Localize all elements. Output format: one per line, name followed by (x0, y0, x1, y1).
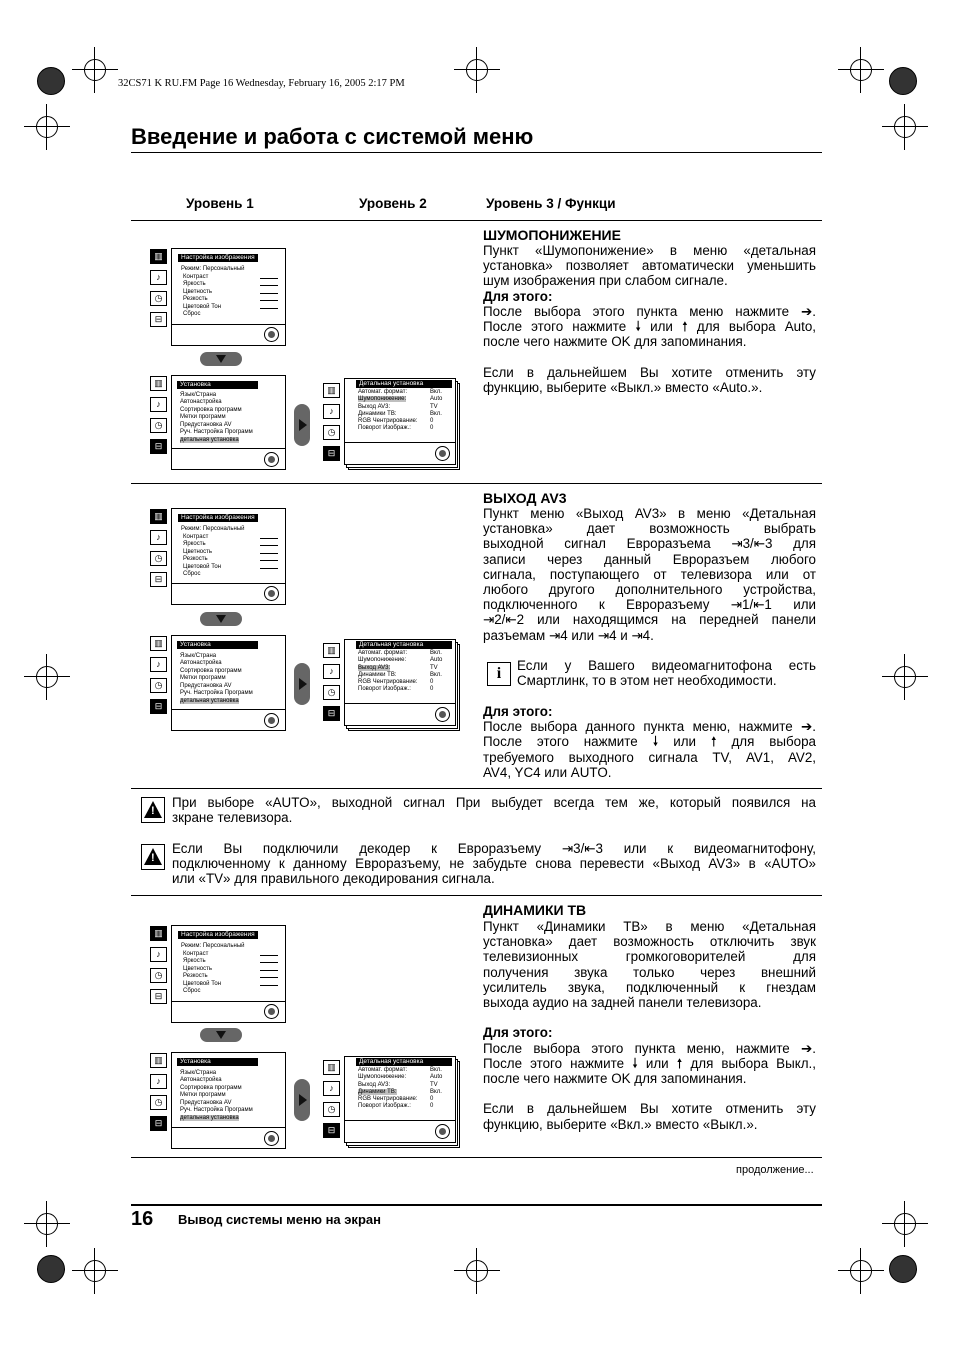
detailed-setup-item (180, 437, 239, 444)
detail-setup-title: Детальная установка (356, 380, 452, 388)
auto-format-item: Автомат. формат: (358, 1067, 408, 1073)
howto-label: Для этого: (483, 704, 553, 719)
rgb-centering-value: 0 (430, 418, 434, 424)
tv-speakers-heading: ДИНАМИКИ ТВ (483, 902, 587, 918)
sound-menu-icon: ♪ (323, 1081, 340, 1096)
picture-rotation-value: 0 (430, 425, 434, 431)
slider (260, 553, 278, 554)
picture-menu-icon: ▥ (150, 249, 167, 264)
sound-menu-icon: ♪ (323, 664, 340, 679)
timer-menu-icon: ◷ (150, 678, 167, 693)
reset-item: Сброс (183, 988, 201, 994)
slider (260, 308, 278, 309)
picture-rotation-item: Поворот Изображ.: (358, 1103, 411, 1109)
program-labels-item: Метки программ (180, 1092, 226, 1098)
down-arrow-pad-icon (200, 612, 242, 626)
picture-menu-icon: ▥ (150, 376, 167, 391)
text-line: шум изображения при слабом сигнале. (483, 273, 728, 289)
detail-setup-title: Детальная установка (356, 1058, 452, 1066)
text-line: требуемого выходного сигнала TV, AV1, AV2, (483, 749, 816, 765)
timer-menu-icon: ◷ (150, 551, 167, 566)
menu-icon-column (323, 1060, 339, 1144)
hue-item: Цветовой Тон (183, 564, 222, 570)
language-item: Язык/Страна (180, 1070, 217, 1076)
picture-settings-title: Настройка изображения (178, 514, 258, 522)
detailed-setup-label: детальная установка (180, 1115, 239, 1121)
av3-output-value: TV (430, 665, 438, 671)
detail-setup-box (344, 378, 456, 465)
registration-mark (32, 662, 62, 692)
av3-output-value: TV (430, 404, 438, 410)
timer-menu-icon: ◷ (150, 291, 167, 306)
footer-rule (131, 1204, 822, 1206)
text-line: установка» дает возможность выбрать (483, 521, 816, 537)
text-line: усилитель звука, подключенный к гнездам (483, 979, 816, 995)
header-rule (131, 220, 822, 221)
noise-reduction-value: Auto (430, 396, 443, 402)
section-rule (131, 788, 822, 789)
picture-rotation-value: 0 (430, 686, 434, 692)
setup-menu-icon: ⊟ (323, 1123, 340, 1138)
down-arrow-pad-icon (200, 352, 242, 366)
text-line: ⇥2/⇤2 или находящимся на передней панели (483, 612, 816, 628)
hue-item: Цветовой Тон (183, 981, 222, 987)
level-3-label: Уровень 3 / Функци (486, 196, 616, 211)
text-line: Пункт меню «Выход AV3» в меню «Детальная (483, 506, 816, 521)
right-arrow-pad-icon (294, 663, 310, 705)
timer-menu-icon: ◷ (323, 425, 340, 440)
setup-title: Установка (177, 1058, 258, 1066)
text-line: При выборе «AUTO», выходной сигнал При выбудет всегда тем же, который появился на (172, 795, 816, 810)
setup-menu-icon: ⊟ (150, 989, 167, 1004)
setup-title: Установка (177, 641, 258, 649)
section-rule (131, 483, 822, 484)
text-line: После выбора этого пункта меню, нажмите ➔. (483, 1040, 816, 1056)
detail-setup-box (344, 1056, 456, 1143)
howto-label: Для этого: (483, 1025, 553, 1041)
picture-rotation-item: Поворот Изображ.: (358, 686, 411, 692)
noise-reduction-value: Auto (430, 657, 443, 663)
text-line: после чего нажмите OK для запоминания. (483, 334, 747, 350)
slider (260, 278, 278, 279)
howto-label: Для этого: (483, 288, 553, 304)
timer-menu-icon: ◷ (150, 968, 167, 983)
tv-speakers-label: Динамики ТВ: (358, 1089, 397, 1095)
noise-reduction-text (483, 243, 816, 395)
picture-menu-icon: ▥ (323, 643, 340, 658)
warning-text-1 (172, 795, 816, 825)
setup-box (171, 635, 286, 731)
av3-output-heading: ВЫХОД AV3 (483, 490, 567, 506)
box-divider (345, 442, 455, 443)
setup-menu-icon: ⊟ (150, 572, 167, 587)
registration-mark-dark (37, 67, 65, 95)
warning-icon (141, 797, 165, 823)
text-line: Если в дальнейшем Вы хотите отменить эту (483, 1101, 816, 1117)
text-line: разъемам ⇥4 или ⇥4 и ⇥4. (483, 627, 654, 643)
picture-settings-title: Настройка изображения (178, 254, 258, 262)
text-line: телевизионных громкоговорителей для (483, 949, 816, 965)
menu-icon-column (150, 249, 166, 333)
picture-settings-box (171, 248, 286, 346)
sound-menu-icon: ♪ (150, 270, 167, 285)
menu-icon-column (150, 636, 166, 720)
detailed-setup-item (180, 1115, 239, 1122)
noise-reduction-label: Шумопонижение: (358, 396, 407, 402)
picture-mode-item: Режим: Персональный (181, 526, 245, 532)
file-header: 32CS71 K RU.FM Page 16 Wednesday, February 16, 2005 2:17 PM (118, 78, 405, 89)
language-item: Язык/Страна (180, 653, 217, 659)
down-arrow-pad-icon (200, 1028, 242, 1042)
title-rule (131, 152, 822, 153)
tv-speakers-value: Вкл. (430, 672, 442, 678)
slider (260, 977, 278, 978)
picture-mode-item: Режим: Персональный (181, 266, 245, 272)
text-line: или «TV» для правильного декодирования сигнала. (172, 871, 495, 887)
slider (260, 300, 278, 301)
tv-speakers-item: Динамики ТВ: (358, 411, 397, 417)
picture-menu-icon: ▥ (150, 636, 167, 651)
sound-menu-icon: ♪ (323, 404, 340, 419)
setup-box (171, 1052, 286, 1149)
sort-programs-item: Сортировка программ (180, 668, 242, 674)
ok-button-icon (264, 452, 279, 467)
setup-menu-icon: ⊟ (323, 706, 340, 721)
box-divider (345, 703, 455, 704)
box-divider (172, 1127, 285, 1128)
auto-format-item: Автомат. формат: (358, 650, 408, 656)
text-line: Если у Вашего видеомагнитофона есть (517, 658, 816, 673)
text-line: записи через данный Евроразъем любого (483, 551, 816, 567)
brightness-item: Яркость (183, 958, 206, 964)
box-divider (172, 448, 285, 449)
setup-menu-icon: ⊟ (323, 446, 340, 461)
ok-button-icon (435, 1124, 450, 1139)
tv-speakers-value: Вкл. (430, 1089, 442, 1095)
section-rule (131, 1157, 822, 1158)
text-line: Пункт «Динамики ТВ» в меню «Детальная (483, 919, 816, 934)
setup-menu-icon: ⊟ (150, 439, 167, 454)
slider (260, 538, 278, 539)
text-line: После выбора этого пункта меню нажмите ➔. (483, 303, 816, 319)
registration-mark-dark (889, 67, 917, 95)
tv-speakers-text (483, 919, 816, 1132)
detail-setup-title: Детальная установка (356, 641, 452, 649)
picture-settings-title: Настройка изображения (178, 931, 258, 939)
detailed-setup-label: детальная установка (180, 698, 239, 704)
av3-output-item: Выход AV3: (358, 404, 391, 410)
text-line: После выбора данного пункта меню, нажмите ➔. (483, 719, 816, 735)
registration-mark (846, 55, 876, 85)
picture-menu-icon: ▥ (150, 509, 167, 524)
timer-menu-icon: ◷ (323, 685, 340, 700)
rgb-centering-value: 0 (430, 679, 434, 685)
text-line: установка» позволяет автоматически уменьшить (483, 258, 816, 274)
manual-tuning-item: Руч. Настройка Программ (180, 690, 253, 696)
slider (260, 293, 278, 294)
text-line: получения звука только через внешний (483, 964, 816, 980)
sharpness-item: Резкость (183, 296, 208, 302)
text-line: установка» дает возможность отключить звук (483, 934, 816, 950)
rgb-centering-item: RGB Чентрирование: (358, 418, 418, 424)
registration-mark (80, 55, 110, 85)
ok-button-icon (264, 327, 279, 342)
ok-button-icon (264, 1131, 279, 1146)
text-line: Если в дальнейшем Вы хотите отменить эту (483, 364, 816, 380)
sound-menu-icon: ♪ (150, 530, 167, 545)
level-2-label: Уровень 2 (359, 196, 427, 211)
autotune-item: Автонастройка (180, 1077, 222, 1083)
text-line: После этого нажмите 🠗 или 🠕 для выбора (483, 734, 816, 750)
slider (260, 560, 278, 561)
setup-menu-icon: ⊟ (150, 312, 167, 327)
text-line: зкране телевизора. (172, 810, 293, 826)
text-line: после чего нажмите OK для запоминания. (483, 1071, 747, 1087)
noise-reduction-item: Шумопонижение: (358, 657, 407, 663)
autotune-item: Автонастройка (180, 660, 222, 666)
registration-mark (32, 112, 62, 142)
av-preset-item: Предустановка AV (180, 422, 232, 428)
registration-mark (80, 1256, 110, 1286)
auto-format-value: Вкл. (430, 389, 442, 395)
text-line: Смартлинк, то в этом нет необходимости. (517, 673, 777, 689)
auto-format-value: Вкл. (430, 1067, 442, 1073)
menu-icon-column (150, 376, 166, 460)
timer-menu-icon: ◷ (150, 418, 167, 433)
sort-programs-item: Сортировка программ (180, 1085, 242, 1091)
menu-icon-column (150, 1053, 166, 1137)
sound-menu-icon: ♪ (150, 657, 167, 672)
ok-button-icon (435, 446, 450, 461)
text-line: выходной сигнал Евроразъема ⇥3/⇤3 для (483, 536, 816, 552)
slider (260, 985, 278, 986)
language-item: Язык/Страна (180, 392, 217, 398)
tv-speakers-item: Динамики ТВ: (358, 672, 397, 678)
registration-mark (890, 662, 920, 692)
slider (260, 545, 278, 546)
box-divider (345, 1120, 455, 1121)
text-line: После этого нажмите 🠗 или 🠕 для выбора Auto, (483, 319, 816, 335)
registration-mark-dark (889, 1255, 917, 1283)
timer-menu-icon: ◷ (323, 1102, 340, 1117)
text-line: AV4, YC4 или AUTO. (483, 764, 612, 780)
page-number: 16 (131, 1208, 154, 1230)
program-labels-item: Метки программ (180, 675, 226, 681)
registration-mark (462, 55, 492, 85)
slider (260, 955, 278, 956)
registration-mark (846, 1256, 876, 1286)
blank-line (483, 1086, 816, 1101)
rgb-centering-item: RGB Чентрирование: (358, 1096, 418, 1102)
text-line: функцию, выберите «Выкл.» вместо «Auto.». (483, 379, 763, 395)
slider (260, 568, 278, 569)
sharpness-item: Резкость (183, 973, 208, 979)
setup-box (171, 375, 286, 470)
warning-icon (141, 844, 165, 870)
registration-mark (890, 1209, 920, 1239)
noise-reduction-item: Шумопонижение: (358, 1074, 407, 1080)
section-rule (131, 895, 822, 896)
picture-menu-icon: ▥ (150, 926, 167, 941)
tv-speakers-value: Вкл. (430, 411, 442, 417)
av-preset-item: Предустановка AV (180, 683, 232, 689)
footer-title: Вывод системы меню на экран (178, 1212, 381, 1227)
timer-menu-icon: ◷ (150, 1095, 167, 1110)
av3-output-label: Выход AV3: (358, 665, 391, 671)
box-divider (172, 709, 285, 710)
box-divider (172, 583, 285, 584)
menu-icon-column (150, 509, 166, 593)
warning-text-2 (172, 841, 816, 887)
picture-mode-item: Режим: Персональный (181, 943, 245, 949)
sort-programs-item: Сортировка программ (180, 407, 242, 413)
page-title: Введение и работа с системой меню (131, 124, 534, 149)
autotune-item: Автонастройка (180, 399, 222, 405)
right-arrow-pad-icon (294, 404, 310, 446)
noise-reduction-item (358, 396, 406, 403)
sound-menu-icon: ♪ (150, 397, 167, 412)
ok-button-icon (264, 586, 279, 601)
picture-rotation-item: Поворот Изображ.: (358, 425, 411, 431)
text-line: Пункт «Шумопонижение» в меню «детальная (483, 243, 816, 258)
picture-menu-icon: ▥ (150, 1053, 167, 1068)
slider (260, 970, 278, 971)
menu-icon-column (150, 926, 166, 1010)
noise-reduction-value: Auto (430, 1074, 443, 1080)
rgb-centering-item: RGB Чентрирование: (358, 679, 418, 685)
color-item: Цветность (183, 966, 212, 972)
picture-settings-box (171, 925, 286, 1023)
menu-icon-column (323, 383, 339, 467)
av-preset-item: Предустановка AV (180, 1100, 232, 1106)
auto-format-value: Вкл. (430, 650, 442, 656)
sound-menu-icon: ♪ (150, 1074, 167, 1089)
registration-mark (890, 112, 920, 142)
menu-icon-column (323, 643, 339, 727)
text-line: сигнала, поступающего от телевизора или от (483, 566, 816, 582)
noise-reduction-heading: ШУМОПОНИЖЕНИЕ (483, 227, 621, 243)
setup-menu-icon: ⊟ (150, 699, 167, 714)
blank-line (483, 1010, 816, 1025)
sound-menu-icon: ♪ (150, 947, 167, 962)
ok-button-icon (264, 1004, 279, 1019)
registration-mark (32, 1209, 62, 1239)
brightness-item: Яркость (183, 281, 206, 287)
av3-output-text (483, 506, 816, 643)
reset-item: Сброс (183, 311, 201, 317)
text-line: выхода аудио на задней панели телевизора. (483, 995, 762, 1011)
detailed-setup-label: детальная установка (180, 437, 239, 443)
text-line: Если Вы подключили декодер к Евроразъему ⇥3/⇤3 или к видеомагнитофону, (172, 841, 816, 856)
text-line: подключенного к Евроразъему ⇥1/⇤1 или (483, 597, 816, 613)
contrast-item: Контраст (183, 951, 209, 957)
contrast-item: Контраст (183, 274, 209, 280)
level-1-label: Уровень 1 (186, 196, 254, 211)
info-icon: i (487, 662, 511, 686)
ok-button-icon (264, 713, 279, 728)
picture-menu-icon: ▥ (323, 1060, 340, 1075)
detail-setup-box (344, 639, 456, 726)
registration-mark (462, 1256, 492, 1286)
brightness-item: Яркость (183, 541, 206, 547)
hue-item: Цветовой Тон (183, 304, 222, 310)
detailed-setup-item (180, 698, 239, 705)
ok-button-icon (435, 707, 450, 722)
slider (260, 962, 278, 963)
smartlink-note (517, 658, 816, 688)
continued-label: продолжение... (736, 1164, 814, 1176)
box-divider (172, 324, 285, 325)
sharpness-item: Резкость (183, 556, 208, 562)
text-line: любого другого дополнительного устройства, (483, 582, 816, 598)
color-item: Цветность (183, 289, 212, 295)
right-arrow-pad-icon (294, 1079, 310, 1121)
manual-tuning-item: Руч. Настройка Программ (180, 429, 253, 435)
setup-menu-icon: ⊟ (150, 1116, 167, 1131)
reset-item: Сброс (183, 571, 201, 577)
picture-rotation-value: 0 (430, 1103, 434, 1109)
manual-tuning-item: Руч. Настройка Программ (180, 1107, 253, 1113)
registration-mark-dark (37, 1255, 65, 1283)
auto-format-item: Автомат. формат: (358, 389, 408, 395)
slider (260, 285, 278, 286)
text-line: подключенному к данному Евроразъему, не забудьте снова перевести «Выход AV3» в «AUTO» (172, 856, 816, 872)
picture-settings-box (171, 508, 286, 605)
picture-menu-icon: ▥ (323, 383, 340, 398)
contrast-item: Контраст (183, 534, 209, 540)
rgb-centering-value: 0 (430, 1096, 434, 1102)
text-line: функцию, выберите «Вкл.» вместо «Выкл.». (483, 1116, 758, 1132)
av3-output-item: Выход AV3: (358, 1082, 391, 1088)
setup-title: Установка (177, 381, 258, 389)
program-labels-item: Метки программ (180, 414, 226, 420)
text-line: После этого нажмите 🠗 или 🠕 для выбора Выкл., (483, 1055, 816, 1071)
av3-output-value: TV (430, 1082, 438, 1088)
box-divider (172, 1001, 285, 1002)
color-item: Цветность (183, 549, 212, 555)
av3-howto-text (483, 704, 816, 780)
blank-line (483, 349, 816, 364)
